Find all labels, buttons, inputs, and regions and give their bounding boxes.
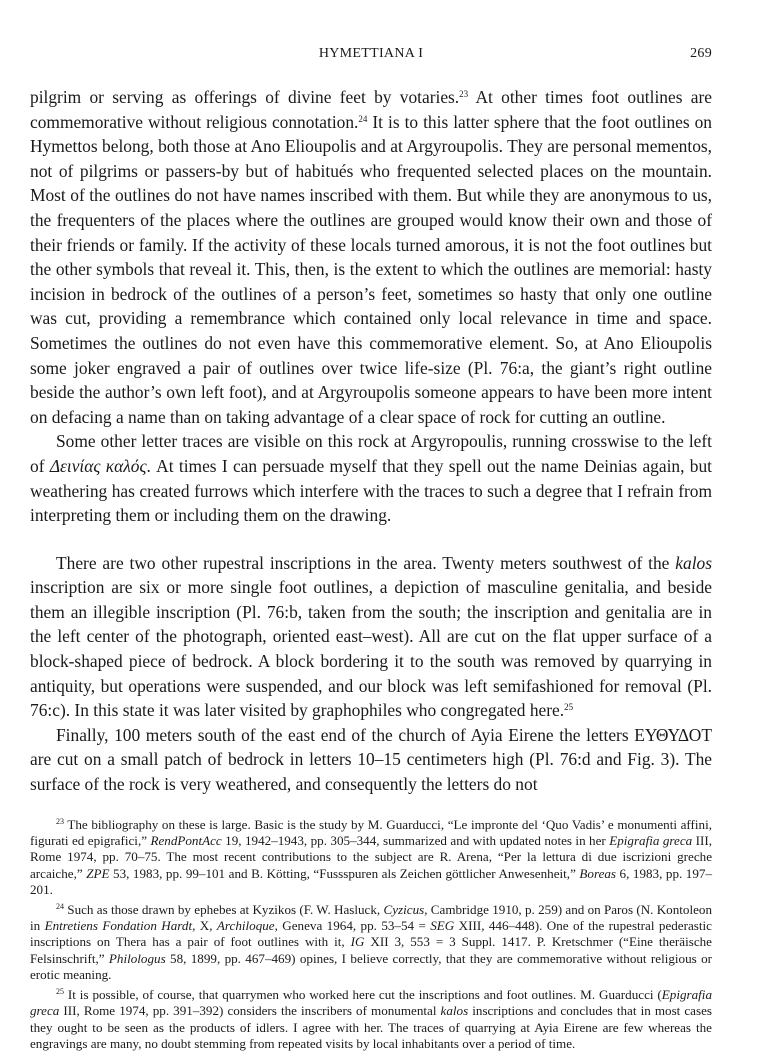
running-title: HYMETTIANA I xyxy=(318,46,424,61)
paragraph-rupestral: There are two other rupestral inscriptions in the area. Twenty meters southwest of the kalos inscription are six or more single foot outlines, a depiction of masculine genitalia, and beside them an illegible inscription (Pl. 76:b, taken from the south; the inscription and genitalia are in the left center of the photograph, oriented east–west). All are cut on the flat upper surface of a block-shaped piece of bedrock. A block bordering it to the south was removed by quarrying in antiquity, but operations were suspended, and our block was left semifashioned for removal (Pl. 76:c). In this state it was later visited by graphophiles who congregated here.$^{25}$ xyxy=(30,552,712,721)
section-break xyxy=(30,528,712,551)
footnotes xyxy=(30,817,712,1053)
body-text xyxy=(30,85,712,797)
page-number: 269 xyxy=(690,46,712,61)
footnote-ref-23[interactable]: 23 xyxy=(459,89,469,99)
paragraph-ayia-eirene: Finally, 100 meters south of the east end of the church of Ayia Eirene the letters ΕΥΘΥΔΟΤ are cut on a small patch of bedrock in letters 10–15 centimeters high (Pl. 76:d and Fig. 3). The surface of the rock is very weathered, and consequently the letters do not xyxy=(30,724,712,795)
footnote-25: $^{25}$ It is possible, of course, that quarrymen who worked here cut the inscriptions and foot outlines. M. Guarducci (Epigrafia greca III, Rome 1974, pp. 391–392) considers the inscribers of monumental kalos inscriptions and concludes that in most cases they ought to be seen as the products of idlers. I agree with her. The traces of quarrying at Ayia Eirene are few whereas the engravings are many, no doubt stemming from repeated visits by local inhabitants over a period of time. xyxy=(30,986,713,1051)
paragraph-pilgrim: pilgrim or serving as offerings of divine feet by votaries.$^{23}$ At other times foot outlines are commemorative without religious connotation.$^{24}$ It is to this latter sphere that the foot outlines on Hymettos belong, both those at Ano Elioupolis and at Argyroupolis. They are personal mementos, not of pilgrims or passers-by but of habitués who frequented selected places on the mountain. Most of the outlines do not have names inscribed with them. But while they are anonymous to us, the frequenters of the places where the outlines are grouped would know their own and those of their friends or family. If the activity of these locals turned amorous, it is not the foot outlines but the other symbols that reveal it. This, then, is the extent to which the outlines are memorial: hasty incision in bedrock of the outlines of a person’s feet, sometimes so hasty that only one outline was cut, providing a remembrance which contained only local relevance in time and space. Sometimes the outlines do not even have this commemorative element. So, at Ano Elioupolis some joker engraved a pair of outlines over twice life-size (Pl. 76:a, the giant’s right outline beside the author’s own left foot), and at Argyroupolis someone appears to have been more intent on defacing a name than on taking advantage of a clear space of rock for cutting an outline. xyxy=(30,87,712,427)
footnote-ref-25[interactable]: 25 xyxy=(564,702,574,713)
greek-inscription: Δεινίας καλός xyxy=(49,455,147,476)
footnote-23: $^{23}$ The bibliography on these is large. Basic is the study by M. Guarducci, “Le impronte del ‘Quo Vadis’ e monumenti affini, figurati ed epigrafici,” RendPontAcc 19, 1942–1943, pp. 305–344, summarized and with updated notes in her Epigrafia greca III, Rome 1974, pp. 70–75. The most recent contributions to the subject are R. Arena, “Per la lettura di due iscrizioni greche arcaiche,” ZPE 53, 1983, pp. 99–101 and B. Kötting, “Fussspuren als Zeichen göttlicher Anwesenheit,” Boreas 6, 1983, pp. 197–201. xyxy=(30,816,712,898)
journal-page xyxy=(30,46,712,1055)
running-head xyxy=(30,46,712,68)
paragraph-letter-traces: Some other letter traces are visible on this rock at Argyropoulis, running crosswise to the left of Δεινίας καλός. At times I can persuade myself that they spell out the name Deinias again, but weathering has created furrows which interfere with the traces to such a degree that I refrain from interpreting them or including them on the drawing. xyxy=(30,431,712,526)
footnote-24: $^{24}$ Such as those drawn by ephebes at Kyzikos (F. W. Hasluck, Cyzicus, Cambridge 1910, p. 259) and on Paros (N. Kontoleon in Entretiens Fondation Hardt, X, Archiloque, Geneva 1964, pp. 53–54 = SEG XIII, 446–448). One of the rupestral pederastic inscriptions on Thera has a pair of foot outlines with it, IG XII 3, 553 = 3 Suppl. 1417. P. Kretschmer (“Eine theräische Felsinschrift,” Philologus 58, 1899, pp. 467–469) opines, I believe correctly, that they are commemorative without religious or erotic meaning. xyxy=(30,901,712,983)
footnote-ref-24[interactable]: 24 xyxy=(358,113,368,124)
